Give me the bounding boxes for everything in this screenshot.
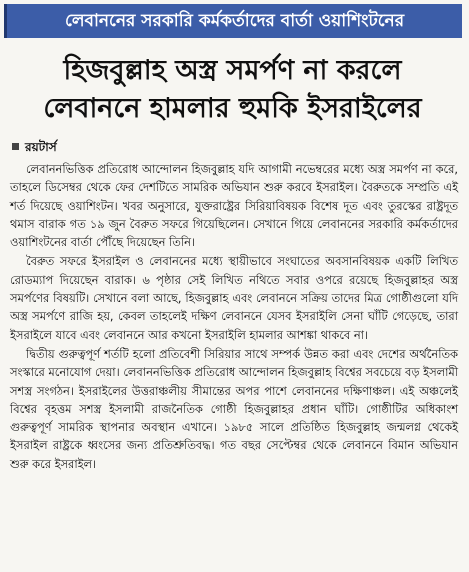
paragraph: লেবাননভিত্তিক প্রতিরোধ আন্দোলন হিজবুল্লাহ যদি আগামী নভেম্বরের মধ্যে অস্ত্র সমর্পণ না করে, তাহলে ডিসেম্বর থেকে ফের দেশটিতে সামরিক অভিযান শুরু করবে ইসরাইল। বৈরুতকে সম্প্রতি এই শর্ত দিয়েছে ওয়াশিংটন। খবর অনুসারে, যুক্তরাষ্ট্রের সিরিয়াবিষয়ক বিশেষ দূত এবং তুরস্কের রাষ্ট্রদূত থমাস বারাক গত ১৯ জুন বৈরুত সফরে গিয়েছিলেন। সেখানে গিয়ে লেবাননের সরকারি কর্মকর্তাদের ওয়াশিংটনের বার্তা পৌঁছে দিয়েছেন তিনি। xyxy=(10,162,458,250)
paragraph: দ্বিতীয় গুরুত্বপূর্ণ শর্তটি হলো প্রতিবেশী সিরিয়ার সাথে সম্পর্ক উন্নত করা এবং দেশের অর্থনৈতিক সংস্কারে মনোযোগ দেয়া। লেবাননভিত্তিক প্রতিরোধ আন্দোলন হিজবুল্লাহ বিশ্বের সবচেয়ে বড় ইসলামী সশস্ত্র সংগঠন। ইসরাইলের উত্তরাঞ্চলীয় সীমান্তের অপর পাশে লেবাননের দক্ষিণাঞ্চল। এই অঞ্চলেই বিশ্বের বৃহত্তম সশস্ত্র ইসলামী রাজনৈতিক গোষ্ঠী হিজবুল্লাহর প্রধান ঘাঁটি। গোষ্ঠীটির অধিকাংশ গুরুত্বপূর্ণ সামরিক স্থাপনার অবস্থান এখানে। ১৯৮৫ সালে প্রতিষ্ঠিত হিজবুল্লাহ জন্মলগ্ন থেকেই ইসরাইল রাষ্ট্রকে ধ্বংসের জন্য প্রতিশ্রুতিবদ্ধ। গত বছর সেপ্টেম্বর থেকে লেবাননে বিমান অভিযান শুরু করে ইসরাইল। xyxy=(10,346,458,471)
paragraph: বৈরুত সফরে ইসরাইল ও লেবাননের মধ্যে স্থায়ীভাবে সংঘাতের অবসানবিষয়ক একটি লিখিত রোডম্যাপ দিয়েছেন বারাক। ৬ পৃষ্ঠার সেই লিখিত নথিতে সবার ওপরে রয়েছে হিজবুল্লাহর অস্ত্র সমর্পণের বিষয়টি। সেখানে বলা আছে, হিজবুল্লাহ এবং লেবাননে সক্রিয় তাদের মিত্র গোষ্ঠীগুলো যদি অস্ত্র সমর্পণে রাজি হয়, কেবল তাহলেই দক্ষিণ লেবাননে যেসব ইসরাইলি সেনা ঘাঁটি গেড়েছে, তারা ইসরাইলে যাবে এবং লেবাননে আর কখনো ইসরাইলি হামলার আশঙ্কা থাকবে না। xyxy=(10,254,458,342)
headline xyxy=(10,52,455,128)
kicker-strap: লেবাননের সরকারি কর্মকর্তাদের বার্তা ওয়াশিংটনের xyxy=(4,4,462,38)
byline xyxy=(12,137,57,157)
square-bullet-icon xyxy=(12,143,19,150)
article-body xyxy=(10,160,458,474)
byline-source: রয়টার্স xyxy=(25,140,57,154)
headline-line-2: লেবাননে হামলার হুমকি ইসরাইলের xyxy=(43,93,422,124)
headline-line-1: হিজবুল্লাহ অস্ত্র সমর্পণ না করলে xyxy=(63,55,402,86)
